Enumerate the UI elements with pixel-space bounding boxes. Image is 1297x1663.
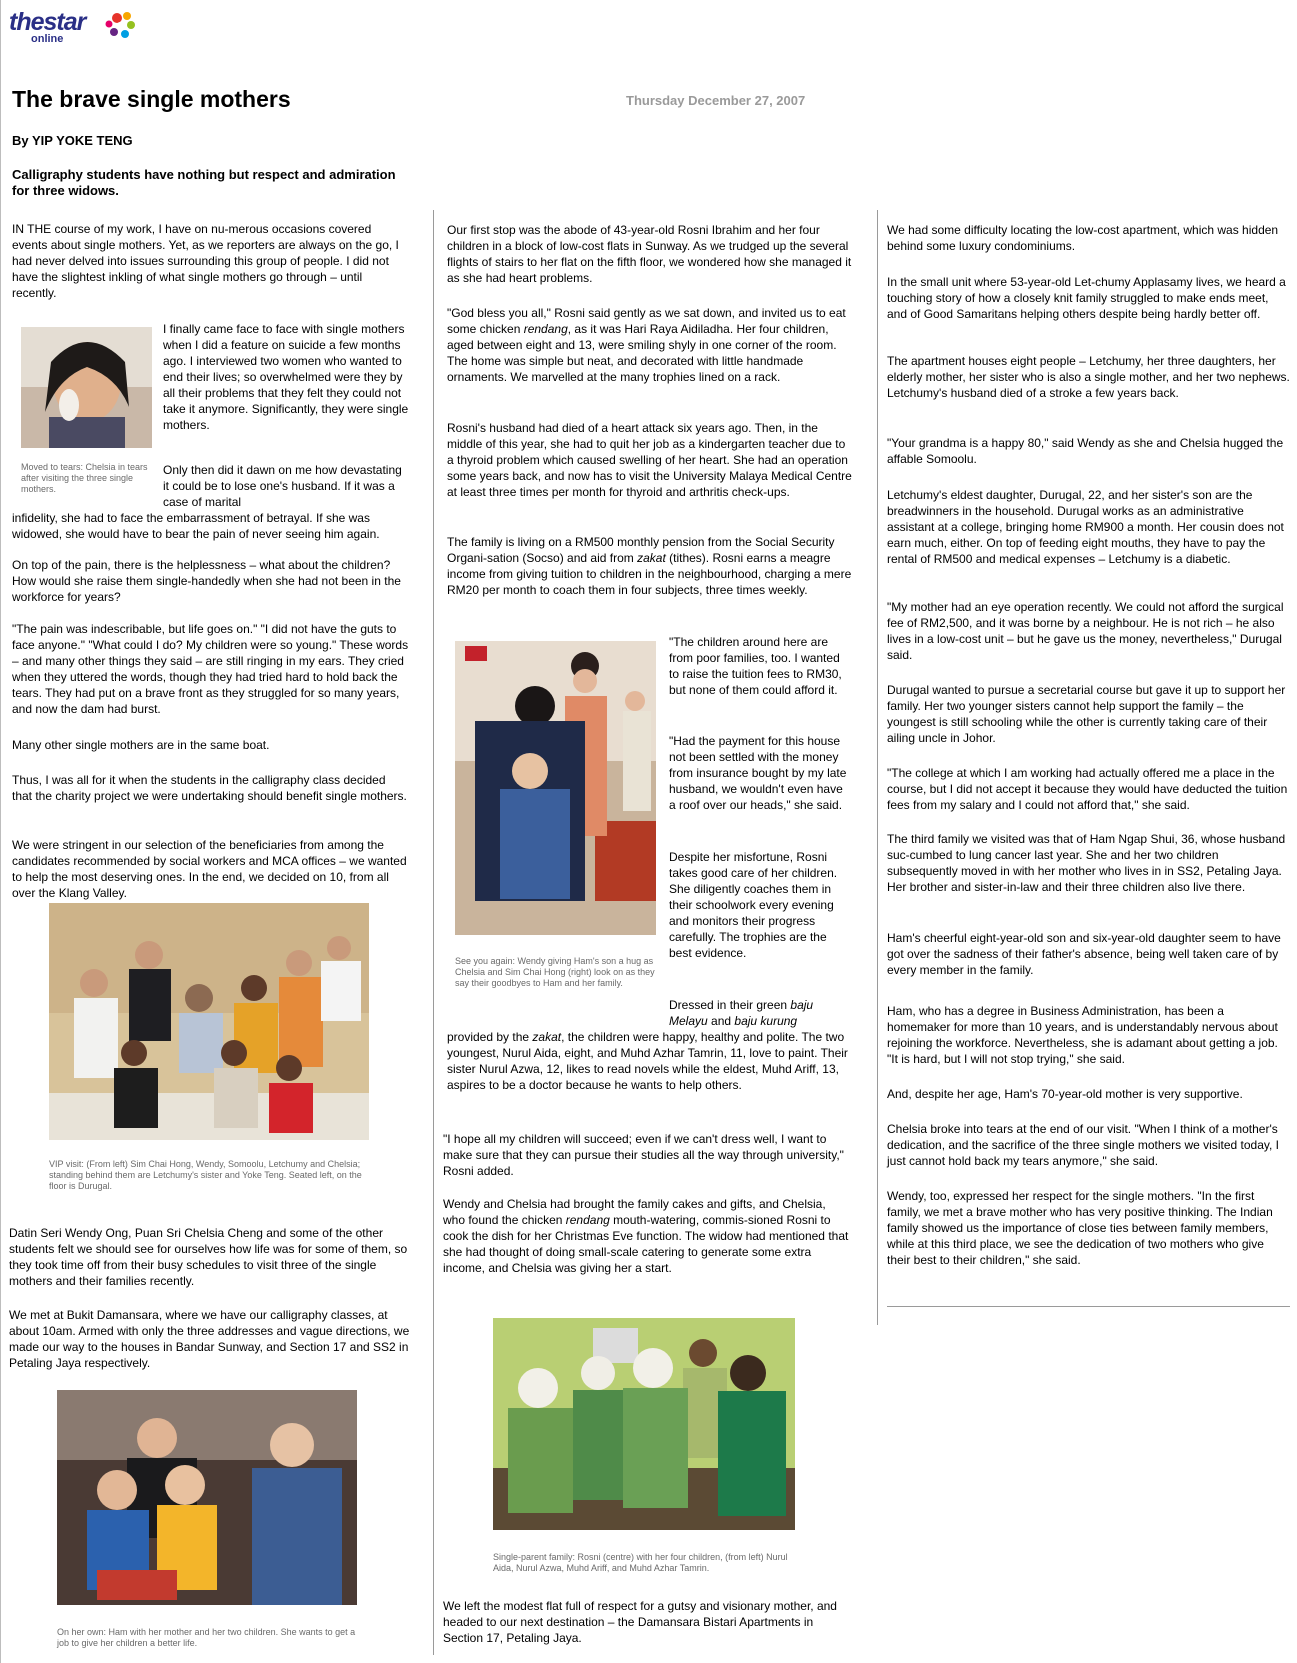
text-span: The family is living on a RM500 monthly pension from the Social Security Organi-sation (Socso) and aid from	[447, 535, 835, 565]
paragraph: Our first stop was the abode of 43-year-old Rosni Ibrahim and her four children in a block of low-cost flats in Sunway. As we trudged up the several flights of stairs to her flat on the fifth floor, we wondered how she managed it as she had heart problems.	[447, 223, 852, 285]
paragraph	[447, 1029, 852, 1093]
text-span: and	[707, 1014, 735, 1028]
text-span: Wendy and Chelsia had brought the family cakes and gifts, and Chelsia, who found the chicken	[443, 1197, 826, 1227]
thestar-logo[interactable]	[9, 6, 139, 46]
column-divider	[433, 210, 434, 1655]
paragraph: "The pain was indescribable, but life goes on." "I did not have the guts to face anyone." "What could I do? My children were so young." These words – and many other things they said – are still ringing in my ears. They cried when they uttered the words, though they had tried hard to hold back the tears. They had put on a brave front as they struggled for so many years, and now the dam had burst.	[12, 622, 409, 716]
article-standfirst: Calligraphy students have nothing but respect and admiration for three widows.	[12, 167, 396, 198]
paragraph: "The children around here are from poor families, too. I wanted to raise the tuition fees to RM30, but none of them could afford it.	[669, 635, 842, 697]
paragraph: Ham's cheerful eight-year-old son and six-year-old daughter seem to have got over the sadness of their father's absence, being well taken care of by every member in the family.	[887, 931, 1281, 977]
paragraph: "My mother had an eye operation recently. We could not afford the surgical fee of RM2,500, and it was borne by a neighbour. He is not rich – he also lives in a low-cost unit – but he gave us the money, nevertheless," Durugal said.	[887, 600, 1284, 662]
italic-term: baju Melayu	[669, 998, 814, 1028]
photo-chelsia-tears	[21, 327, 152, 448]
article-headline: The brave single mothers	[12, 86, 291, 112]
paragraph: I finally came face to face with single mothers when I did a feature on suicide a few months ago. I interviewed two women who wanted to end their lives; so overwhelmed were they by all their problems that they felt they could not take it anymore. Significantly, they were single mothers.	[163, 322, 409, 432]
paragraph	[447, 305, 852, 385]
paragraph: We were stringent in our selection of the beneficiaries from among the candidates recommended by social workers and MCA offices – we wanted to help the most deserving ones. In the end, we decided on 10, from all over the Klang Valley.	[12, 838, 407, 900]
italic-term: zakat	[532, 1030, 562, 1044]
paragraph: Durugal wanted to pursue a secretarial course but gave it up to support her family. Her two younger sisters cannot help support the family – the youngest is still schooling while the other is currently taking care of their ailing uncle in Johor.	[887, 683, 1286, 745]
paragraph: We left the modest flat full of respect for a gutsy and visionary mother, and headed to our next destination – the Damansara Bistari Apartments in Section 17, Petaling Jaya.	[443, 1599, 837, 1645]
paragraph: In the small unit where 53-year-old Let-chumy Applasamy lives, we heard a touching story of how a closely knit family struggled to make ends meet, and of Good Samaritans helping others despite being hardly better off.	[887, 275, 1286, 321]
paragraph: Only then did it dawn on me how devastating it could be to lose one's husband. If it was a case of marital	[163, 463, 402, 509]
photo-caption: On her own: Ham with her mother and her two children. She wants to get a job to give her children a better life.	[57, 1627, 356, 1648]
photo-caption: See you again: Wendy giving Ham's son a hug as Chelsia and Sim Chai Hong (right) look on as they say their goodbyes to Ham and her family.	[455, 956, 655, 988]
photo-hug-goodbye	[455, 641, 656, 935]
text-span: provided by the	[447, 1030, 533, 1044]
article-byline: By YIP YOKE TENG	[12, 133, 133, 148]
paragraph: "Your grandma is a happy 80," said Wendy as she and Chelsia hugged the affable Somoolu.	[887, 436, 1284, 466]
italic-term: baju kurung	[734, 1014, 798, 1028]
paragraph: The apartment houses eight people – Letchumy, her three daughters, her elderly mother, her sister who is also a single mother, and her two nephews. Letchumy's husband died of a stroke a few years back.	[887, 354, 1290, 400]
photo-vip-visit	[49, 903, 369, 1140]
paragraph: We met at Bukit Damansara, where we have our calligraphy classes, at about 10am. Armed with only the three addresses and vague directions, we made our way to the houses in Bandar Sunway, and Section 17 and SS2 in Petaling Jaya respectively.	[9, 1308, 410, 1370]
text-span: mouth-watering, commis-sioned Rosni to cook the dish for her Christmas Eve function. The widow had mentioned that she had thought of doing small-scale catering to generate some extra income, and Chelsia was giving her a start.	[443, 1213, 849, 1275]
end-rule	[887, 1306, 1290, 1307]
paragraph: Thus, I was all for it when the students in the calligraphy class decided that the charity project we were undertaking should benefit single mothers.	[12, 773, 407, 803]
text-span: "God bless you all," Rosni said gently as we sat down, and invited us to eat some chicken	[447, 306, 846, 336]
paragraph: And, despite her age, Ham's 70-year-old mother is very supportive.	[887, 1087, 1243, 1101]
paragraph: "The college at which I am working had actually offered me a place in the course, but I did not accept it because they would have deducted the tuition fees from my salary and I could not afford that," she said.	[887, 766, 1288, 812]
paragraph: "I hope all my children will succeed; even if we can't dress well, I want to make sure that they can pursue their studies all the way through university," Rosni added.	[443, 1132, 844, 1178]
logo-subtitle: online	[31, 33, 64, 45]
paragraph: IN THE course of my work, I have on nu-merous occasions covered events about single mothers. Yet, as we reporters are always on the go, I had never delved into issues surrounding this group of people. I did not have the slightest inkling of what single mothers go through – until recently.	[12, 222, 399, 300]
paragraph: Datin Seri Wendy Ong, Puan Sri Chelsia Cheng and some of the other students felt we should see for ourselves how life was for some of them, so they took time off from their busy schedules to visit three of the single mothers and their families recently.	[9, 1226, 408, 1288]
paragraph: Ham, who has a degree in Business Administration, has been a homemaker for more than 10 years, and is understandably nervous about rejoining the workforce. Nevertheless, she is adamant about getting a job. "It is hard, but I will not stop trying," she said.	[887, 1004, 1278, 1066]
italic-term: zakat	[637, 551, 666, 565]
italic-term: rendang	[565, 1213, 610, 1227]
paragraph	[447, 534, 852, 598]
italic-term: rendang	[523, 322, 568, 336]
paragraph: infidelity, she had to face the embarrassment of betrayal. If she was widowed, she would have to bear the pain of never seeing him again.	[12, 511, 380, 541]
flower-logo-icon	[97, 6, 143, 46]
logo-wordmark: thestar	[9, 8, 86, 36]
text-span: (tithes). Rosni earns a meagre income from giving tuition to children in the neighbourhood, charging a mere RM20 per month to coach them in four subjects, three times weekly.	[447, 551, 852, 597]
paragraph: The third family we visited was that of Ham Ngap Shui, 36, whose husband suc-cumbed to lung cancer last year. She and her two children subsequently moved in with her mother who lives in in SS2, Petaling Jaya. Her brother and sister-in-law and their three children also live there.	[887, 832, 1286, 894]
paragraph: Many other single mothers are in the same boat.	[12, 738, 270, 752]
paragraph: Wendy, too, expressed her respect for the single mothers. "In the first family, we met a brave mother who has very positive thinking. The Indian family showed us the importance of close ties between family members, while at this third place, we see the dedication of two mothers who give their best to their children," she said.	[887, 1189, 1273, 1267]
paragraph: On top of the pain, there is the helplessness – what about the children? How would she raise them single-handedly when she had not been in the workforce for years?	[12, 558, 401, 604]
paragraph: We had some difficulty locating the low-cost apartment, which was hidden behind some luxury condominiums.	[887, 223, 1279, 253]
photo-caption: VIP visit: (From left) Sim Chai Hong, Wendy, Somoolu, Letchumy and Chelsia; standing behind them are Letchumy's sister and Yoke Teng. Seated left, on the floor is Durugal.	[49, 1159, 362, 1191]
paragraph: Despite her misfortune, Rosni takes good care of her children. She diligently coaches them in their schoolwork every evening and monitors their progress carefully. The trophies are the best evidence.	[669, 850, 838, 960]
text-span: , the children were happy, healthy and polite. The two youngest, Nurul Aida, eight, and Muhd Azhar Tamrin, 11, love to paint. Their sister Nurul Azwa, 12, likes to read novels while the eldest, Muhd Ariff, 13, aspires to be a doctor because he wants to help others.	[447, 1030, 848, 1092]
photo-caption: Single-parent family: Rosni (centre) with her four children, (from left) Nurul Aida, Nurul Azwa, Muhd Ariff, and Muhd Azhar Tamrin.	[493, 1552, 788, 1573]
paragraph: Rosni's husband had died of a heart attack six years ago. Then, in the middle of this year, she had to quit her job as a kindergarten teacher due to a thyroid problem which caused swelling of her heart. She had an operation some years back, and now has to visit the University Malaya Medical Centre at least three times per month for thyroid and arthritis check-ups.	[447, 421, 852, 499]
column-divider	[877, 210, 878, 1325]
article-date: Thursday December 27, 2007	[626, 93, 806, 108]
paragraph	[443, 1196, 851, 1276]
paragraph: Letchumy's eldest daughter, Durugal, 22, and her sister's son are the breadwinners in the household. Durugal works as an administrative assistant at a college, bringing home RM900 a month. Her cousin does not earn much, either. On top of feeding eight mouths, they have to pay the rental of RM500 and medical expenses – Letchumy is a diabetic.	[887, 488, 1284, 566]
paragraph: Chelsia broke into tears at the end of our visit. "When I think of a mother's dedication, and the sacrifice of the three single mothers we visited today, I just cannot hold back my tears anymore," she said.	[887, 1122, 1279, 1168]
paragraph: "Had the payment for this house not been settled with the money from insurance bought by my late husband, we wouldn't even have a roof over our heads," she said.	[669, 734, 847, 812]
photo-ham-family	[57, 1390, 357, 1605]
text-span: , as it was Hari Raya Aidiladha. Her four children, aged between eight and 13, were smiling shyly in one corner of the room. The home was simple but neat, and decorated with little handmade ornaments. We marvelled at the many trophies lined on a rack.	[447, 322, 837, 384]
photo-caption: Moved to tears: Chelsia in tears after visiting the three single mothers.	[21, 462, 148, 494]
photo-rosni-family	[493, 1318, 795, 1530]
paragraph	[669, 997, 851, 1029]
text-span: Dressed in their green	[669, 998, 791, 1012]
